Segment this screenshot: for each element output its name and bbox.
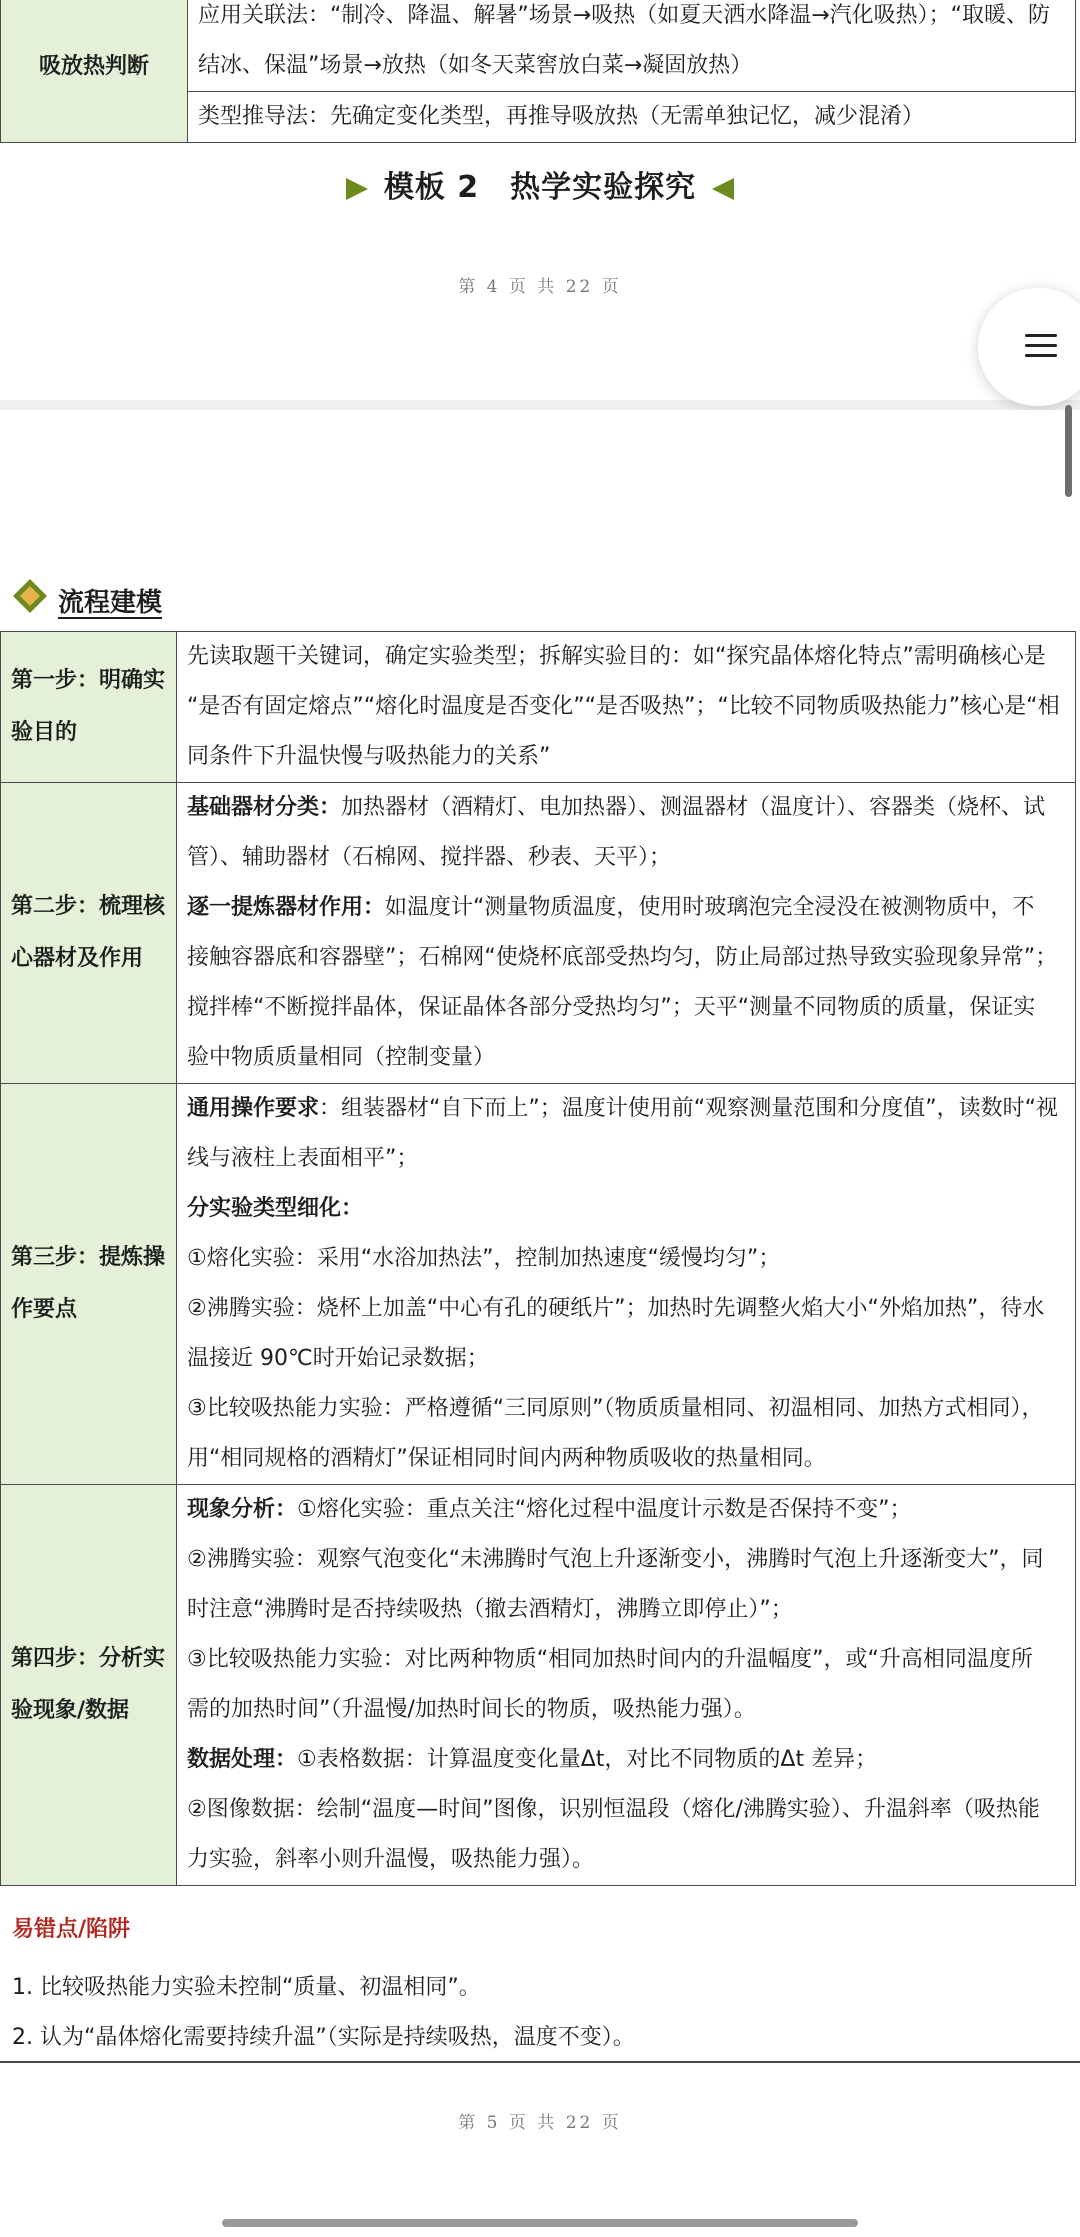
table-row: [1, 783, 1076, 1084]
template-title-text: 模板 2 热学实验探究: [383, 170, 697, 205]
section-title: 流程建模: [58, 588, 163, 618]
list-item: 2. 认为“晶体熔化需要持续升温”（实际是持续吸热，温度不变）。: [12, 2025, 635, 2050]
step-header: 第四步：分析实 验现象/数据: [1, 1485, 177, 1886]
table-cell: [188, 0, 1076, 92]
arrow-right-icon: [346, 178, 368, 200]
step-header: 第三步：提炼操 作要点: [1, 1084, 177, 1485]
table-row: [1, 1084, 1076, 1485]
home-indicator[interactable]: [222, 2219, 858, 2227]
scrollbar-thumb[interactable]: [1065, 405, 1072, 497]
step-content: 基础器材分类：加热器材（酒精灯、电加热器）、测温器材（温度计）、容器类（烧杯、试 管）、辅助器材（石棉网、搅拌器、秒表、天平）； 逐一提炼器材作用：如温度计“测量物质温度，使用时玻璃泡完全浸没在被测物质中，不 接触容器底和容器壁”；石棉网“使烧杯底部受热均匀，防止局部过热导致实验现象异常”； 搅拌棒“不断搅拌晶体，保证晶体各部分受热均匀”；天平“测量不同物质的质量，保证实 验中物质质量相同（控制变量）: [177, 783, 1076, 1084]
template-title: [0, 162, 1080, 206]
hamburger-icon: [1025, 334, 1057, 358]
table-row: [1, 1485, 1076, 1886]
process-table: [0, 631, 1076, 1886]
step-header: 第一步：明确实 验目的: [1, 632, 177, 783]
table-row: [1, 632, 1076, 783]
text-line: 应用关联法：“制冷、降温、解暑”场景→吸热（如夏天洒水降温→汽化吸热）；“取暖、防: [198, 3, 1051, 28]
step-header: 第二步：梳理核 心器材及作用: [1, 783, 177, 1084]
trap-heading: 易错点/陷阱: [12, 1917, 131, 1942]
previous-summary-table: [0, 0, 1076, 143]
diamond-icon: [12, 578, 48, 614]
text-line: 结冰、保温”场景→放热（如冬天菜窖放白菜→凝固放热）: [198, 53, 753, 78]
step-content: 通用操作要求：组装器材“自下而上”；温度计使用前“观察测量范围和分度值”，读数时“视 线与液柱上表面相平”； 分实验类型细化： ①熔化实验：采用“水浴加热法”，控制加热速度“缓慢均匀”； ②沸腾实验：烧杯上加盖“中心有孔的硬纸片”；加热时先调整火焰大小“外焰加热”，待水 温接近 90℃时开始记录数据； ③比较吸热能力实验：严格遵循“三同原则”（物质质量相同、初温相同、加热方式相同）， 用“相同规格的酒精灯”保证相同时间内两种物质吸收的热量相同。: [177, 1084, 1076, 1485]
list-item: 1. 比较吸热能力实验未控制“质量、初温相同”。: [12, 1975, 481, 2000]
table-header-cell: 吸放热判断: [1, 0, 188, 143]
page-4-fragment: [0, 0, 1080, 400]
arrow-left-icon: [712, 178, 734, 200]
page-number: 第 4 页 共 22 页: [458, 277, 622, 297]
table-cell: 类型推导法：先确定变化类型，再推导吸放热（无需单独记忆，减少混淆）: [188, 92, 1076, 143]
divider: [0, 2061, 1080, 2063]
step-content: 现象分析：①熔化实验：重点关注“熔化过程中温度计示数是否保持不变”； ②沸腾实验：观察气泡变化“未沸腾时气泡上升逐渐变小，沸腾时气泡上升逐渐变大”，同 时注意“沸腾时是否持续吸热（撤去酒精灯，沸腾立即停止）”； ③比较吸热能力实验：对比两种物质“相同加热时间内的升温幅度”，或“升高相同温度所 需的加热时间”（升温慢/加热时间长的物质，吸热能力强）。 数据处理：①表格数据：计算温度变化量Δt，对比不同物质的Δt 差异； ②图像数据：绘制“温度—时间”图像，识别恒温段（熔化/沸腾实验）、升温斜率（吸热能 力实验，斜率小则升温慢，吸热能力强）。: [177, 1485, 1076, 1886]
page-number: 第 5 页 共 22 页: [458, 2113, 622, 2133]
step-content: 先读取题干关键词，确定实验类型；拆解实验目的：如“探究晶体熔化特点”需明确核心是 “是否有固定熔点”“熔化时温度是否变化”“是否吸热”；“比较不同物质吸热能力”核心是“相 同条件下升温快慢与吸热能力的关系”: [177, 632, 1076, 783]
